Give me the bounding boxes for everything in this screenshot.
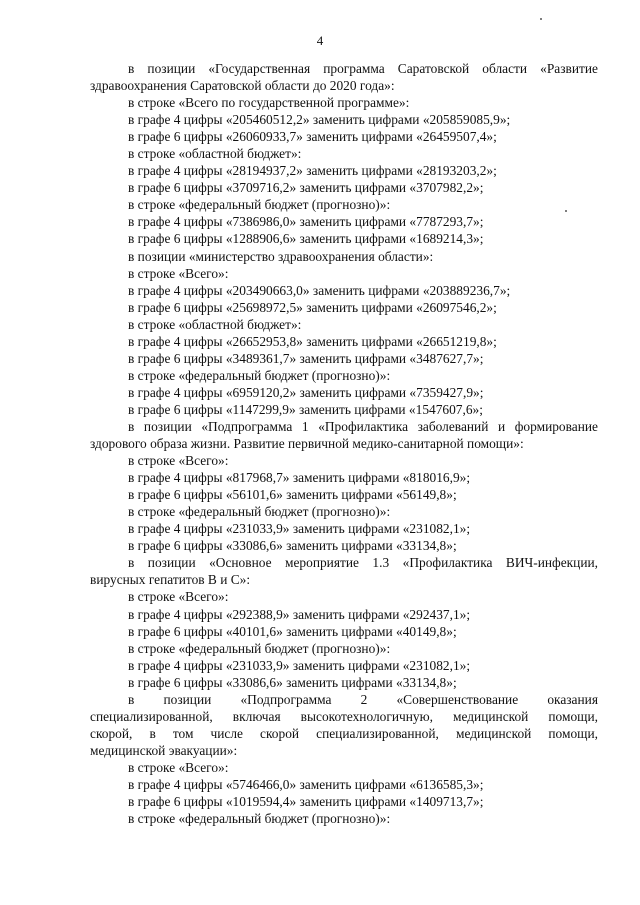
text-line: скорой, в том числе скорой специализированной, медицинской помощи, xyxy=(90,725,598,741)
text-line: в строке «федеральный бюджет (прогнозно)»: xyxy=(128,811,391,827)
text-line: в позиции «министерство здравоохранения области»: xyxy=(128,248,434,264)
text-line: в графе 6 цифры «33086,6» заменить цифрами «33134,8»; xyxy=(128,674,457,690)
text-line: в графе 4 цифры «231033,9» заменить цифрами «231082,1»; xyxy=(128,657,471,673)
text-line: в строке «федеральный бюджет (прогнозно)»: xyxy=(128,504,391,520)
text-line: в графе 4 цифры «292388,9» заменить цифрами «292437,1»; xyxy=(128,606,471,622)
text-line: в строке «федеральный бюджет (прогнозно)»: xyxy=(128,640,391,656)
page-number: 4 xyxy=(316,33,324,48)
text-line: в позиции «Основное мероприятие 1.3 «Профилактика ВИЧ-инфекции, xyxy=(128,555,598,571)
text-line: в графе 6 цифры «3489361,7» заменить цифрами «3487627,7»; xyxy=(128,350,484,366)
text-line: в графе 4 цифры «6959120,2» заменить цифрами «7359427,9»; xyxy=(128,384,484,400)
text-line: в графе 6 цифры «33086,6» заменить цифрами «33134,8»; xyxy=(128,538,457,554)
text-line: в графе 4 цифры «26652953,8» заменить цифрами «26651219,8»; xyxy=(128,333,497,349)
text-line: в графе 4 цифры «203490663,0» заменить цифрами «203889236,7»; xyxy=(128,282,511,298)
text-line: в графе 6 цифры «56101,6» заменить цифрами «56149,8»; xyxy=(128,487,457,503)
text-line: в строке «Всего»: xyxy=(128,265,229,281)
text-line: в графе 6 цифры «1147299,9» заменить цифрами «1547607,6»; xyxy=(128,401,483,417)
text-line: в строке «областной бюджет»: xyxy=(128,316,302,332)
text-line: в графе 4 цифры «817968,7» заменить цифрами «818016,9»; xyxy=(128,470,471,486)
text-line: в графе 4 цифры «5746466,0» заменить цифрами «6136585,3»; xyxy=(128,776,484,792)
text-line: в строке «Всего»: xyxy=(128,759,229,775)
text-line: в графе 4 цифры «231033,9» заменить цифрами «231082,1»; xyxy=(128,521,471,537)
text-line: в строке «федеральный бюджет (прогнозно)»: xyxy=(128,197,391,213)
text-line: в графе 6 цифры «40101,6» заменить цифрами «40149,8»; xyxy=(128,623,457,639)
text-line: медицинской эвакуации»: xyxy=(90,742,238,758)
text-line: специализированной, включая высокотехнологичную, медицинской помощи, xyxy=(90,708,598,724)
text-line: в графе 4 цифры «7386986,0» заменить цифрами «7787293,7»; xyxy=(128,214,484,230)
text-line: в строке «Всего»: xyxy=(128,453,229,469)
text-line: в графе 6 цифры «3709716,2» заменить цифрами «3707982,2»; xyxy=(128,180,484,196)
scan-speck xyxy=(540,18,542,20)
text-line: в строке «Всего по государственной программе»: xyxy=(128,95,410,111)
text-line: в графе 4 цифры «28194937,2» заменить цифрами «28193203,2»; xyxy=(128,163,497,179)
text-line: в строке «областной бюджет»: xyxy=(128,146,302,162)
text-line: в графе 4 цифры «205460512,2» заменить цифрами «205859085,9»; xyxy=(128,112,511,128)
text-line: в графе 6 цифры «25698972,5» заменить цифрами «26097546,2»; xyxy=(128,299,497,315)
text-line: в позиции «Государственная программа Саратовской области «Развитие xyxy=(128,61,598,76)
text-line: здравоохранения Саратовской области до 2020 года»: xyxy=(90,78,395,94)
text-line: в позиции «Подпрограмма 2 «Совершенствование оказания xyxy=(128,691,598,707)
document-body xyxy=(90,60,598,827)
text-line: в строке «Всего»: xyxy=(128,589,229,605)
text-line: вирусных гепатитов В и С»: xyxy=(90,572,251,588)
text-line: здорового образа жизни. Развитие первичной медико-санитарной помощи»: xyxy=(90,436,524,452)
text-line: в строке «федеральный бюджет (прогнозно)»: xyxy=(128,367,391,383)
text-line: в графе 6 цифры «1288906,6» заменить цифрами «1689214,3»; xyxy=(128,231,484,247)
text-line: в графе 6 цифры «1019594,4» заменить цифрами «1409713,7»; xyxy=(128,794,484,810)
text-line: в позиции «Подпрограмма 1 «Профилактика заболеваний и формирование xyxy=(128,418,598,434)
text-line: в графе 6 цифры «26060933,7» заменить цифрами «26459507,4»; xyxy=(128,129,497,145)
